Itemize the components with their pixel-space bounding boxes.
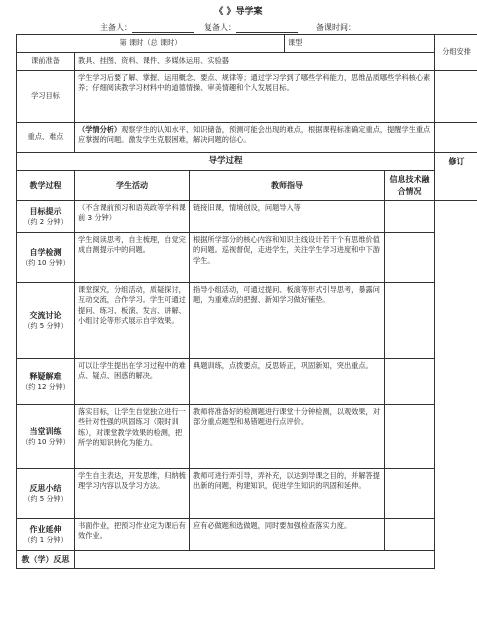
key-value-bold: （学情分析） xyxy=(78,125,122,134)
it-integration xyxy=(385,283,435,359)
goal-label: 学习目标 xyxy=(17,71,75,123)
student-activity: 可以让学生提出在学习过程中的难点、疑点、困惑的解决。 xyxy=(75,359,190,405)
prep-person-field[interactable] xyxy=(132,23,194,33)
group-arrangement-label: 分组安排 xyxy=(435,35,477,71)
lesson-info-row xyxy=(17,35,477,53)
teacher-guidance: 典题训练，点拨要点，反思矫正，巩固新知，突出重点。 xyxy=(190,359,385,405)
goal-row xyxy=(17,71,477,123)
student-activity: （不含课前预习和语英政等学科课前 3 分钟） xyxy=(75,201,190,233)
phase-name: 目标提示 xyxy=(29,206,62,216)
prep-label: 课前准备 xyxy=(17,53,75,71)
prep-person-label: 主备人： xyxy=(100,23,132,32)
doc-meta-line xyxy=(100,22,460,33)
student-activity: 学生阅读思考，自主梳理，自觉完成自测提示中的问题。 xyxy=(75,233,190,283)
phase-time: （约 5 分钟） xyxy=(23,495,68,504)
topic-label: 课型 xyxy=(285,35,435,53)
process-row xyxy=(17,201,477,233)
key-value-cell xyxy=(75,123,435,153)
lesson-plan-table xyxy=(16,34,477,569)
process-section-title: 导学过程 xyxy=(17,153,435,171)
goal-value: 学生学习后要了解、掌握、运用概念、要点、规律等；通过学习学到了哪些学科能力，思维品质哪些学科核心素养；仔细阅读教学习材料中的道德情操、审美情趣和个人发展目标。 xyxy=(75,71,435,123)
it-integration xyxy=(385,519,435,551)
student-activity: 学生自主表达，开发思维，归纳梳理学习内容以及学习方法。 xyxy=(75,469,190,519)
phase-time: （约 10 分钟） xyxy=(21,438,70,447)
key-side-cell xyxy=(435,123,477,153)
key-value: 观察学生的认知水平、知识储备，预测可能会出现的难点，根据课程标准确定重点，提醒学生重点应掌握的问题。激发学生克服困难，解决问题的信心。 xyxy=(78,125,431,145)
phase-cell xyxy=(17,201,75,233)
revise-label: 修订 xyxy=(448,157,465,166)
prep-row xyxy=(17,53,477,71)
reflection-row xyxy=(17,551,477,569)
process-row xyxy=(17,519,477,551)
it-integration xyxy=(385,359,435,405)
student-activity: 课堂探究，分组活动，质疑探讨，互动交流，合作学习。学生可通过提问、练习、板演、发言、讲解、小组讨论等形式展示自学效果。 xyxy=(75,283,190,359)
phase-name: 反思小结 xyxy=(29,483,62,493)
header-it-integration: 信息技术融合情况 xyxy=(385,171,435,201)
phase-name: 自学检测 xyxy=(29,247,62,257)
goal-side-cell xyxy=(435,71,477,123)
phase-cell xyxy=(17,359,75,405)
teacher-guidance: 指导小组活动，可通过提问、板演等形式引导思考，暴露问题，为重难点的把握、新知学习做好铺垫。 xyxy=(190,283,385,359)
header-teacher-guidance: 教师指导 xyxy=(190,171,385,201)
process-section-row xyxy=(17,153,477,171)
it-integration xyxy=(385,405,435,469)
review-person xyxy=(204,22,298,33)
teacher-guidance: 根据所学部分的核心内容和知识主线设计若干个有思维价值的问题。巡视督促，走进学生，关注学生学习进度和中下游学生。 xyxy=(190,233,385,283)
process-row xyxy=(17,233,477,283)
header-student-activity: 学生活动 xyxy=(75,171,190,201)
teacher-guidance: 教师将准备好的检测题进行课堂十分钟检测，以观效果，对部分重点题型和易错题进行点评价。 xyxy=(190,405,385,469)
phase-cell xyxy=(17,469,75,519)
phase-time: （约 2 分钟） xyxy=(23,218,68,227)
phase-name: 当堂训练 xyxy=(29,426,62,436)
it-integration xyxy=(385,201,435,233)
student-activity: 落实目标，让学生自觉独立进行一些针对性强的巩固练习（限时训练），对课堂教学效果的检测，把所学的知识转化为能力。 xyxy=(75,405,190,469)
phase-name: 交流讨论 xyxy=(29,310,62,320)
process-row xyxy=(17,359,477,405)
phase-cell xyxy=(17,233,75,283)
phase-name: 作业延伸 xyxy=(29,524,62,534)
prep-person xyxy=(100,22,194,33)
doc-title: 《 》导学案 xyxy=(214,7,263,17)
prep-value: 教具、挂图、资料、课件、多媒体运用、实验器 xyxy=(75,53,435,71)
phase-time: （约 12 分钟） xyxy=(21,383,70,392)
key-label: 重点、难点 xyxy=(17,123,75,153)
phase-name: 释疑解难 xyxy=(29,371,62,381)
lesson-label: 第 课时（总 课时） xyxy=(17,35,285,53)
phase-time: （约 5 分钟） xyxy=(23,322,68,331)
revise-column xyxy=(435,153,477,201)
header-phase: 教学过程 xyxy=(17,171,75,201)
teacher-guidance: 教师可进行弄引导，弄补充，以达到导课之目的，并解答提出新的问题，构建知识，促进学生知识的巩固和延伸。 xyxy=(190,469,385,519)
teacher-guidance: 链接旧课，情境创设，问题导入等 xyxy=(190,201,385,233)
reflection-label: 教（学）反思 xyxy=(17,551,75,569)
process-row xyxy=(17,283,477,359)
phase-cell xyxy=(17,283,75,359)
review-person-label: 复备人： xyxy=(204,23,236,32)
it-integration xyxy=(385,469,435,519)
review-person-field[interactable] xyxy=(236,23,298,33)
teacher-guidance: 应有必做题和选做题，同时要加强检查落实力度。 xyxy=(190,519,385,551)
phase-cell xyxy=(17,519,75,551)
reflection-value[interactable] xyxy=(75,551,435,569)
process-header-row xyxy=(17,171,477,201)
phase-time: （约 10 分钟） xyxy=(21,259,70,268)
key-row xyxy=(17,123,477,153)
student-activity: 书面作业，把预习作业定为课后有效作业。 xyxy=(75,519,190,551)
process-row xyxy=(17,405,477,469)
prep-time: 备课时间： xyxy=(316,23,356,32)
process-row xyxy=(17,469,477,519)
it-integration xyxy=(385,233,435,283)
phase-time: （约 1 分钟） xyxy=(23,536,68,545)
phase-cell xyxy=(17,405,75,469)
